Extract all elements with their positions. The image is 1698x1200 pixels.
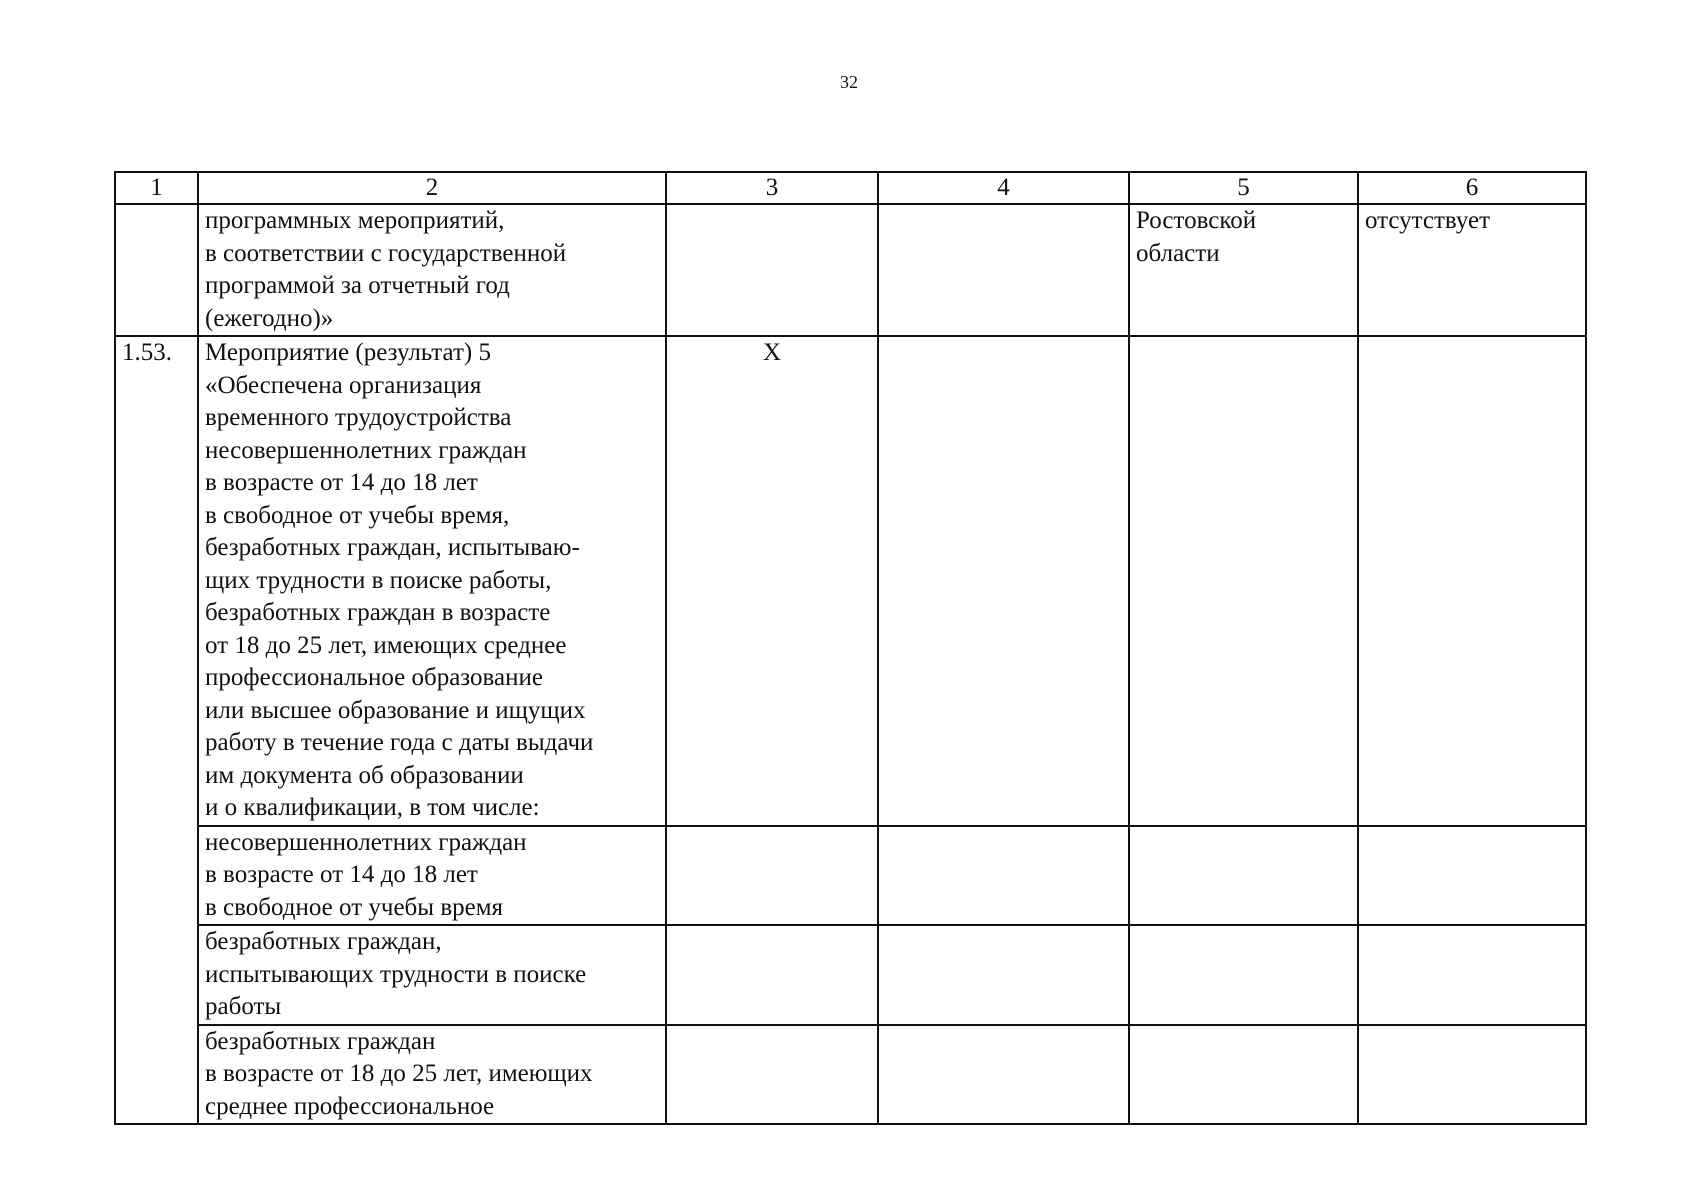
document-table	[114, 171, 1587, 1125]
col3-cell: X	[666, 336, 878, 826]
description-cell	[198, 1025, 666, 1125]
col5-cell	[1129, 1025, 1358, 1125]
col3-cell	[666, 826, 878, 926]
description-line: работы	[205, 993, 282, 1020]
description-line: профессиональное образование	[205, 664, 543, 691]
col4-cell	[878, 204, 1129, 336]
table-row	[115, 204, 1586, 336]
col4-cell	[878, 826, 1129, 926]
description-line: программных мероприятий,	[205, 207, 505, 234]
description-line: в свободное от учебы время,	[205, 501, 510, 529]
col5-cell	[1129, 925, 1358, 1025]
col5-line: области	[1136, 239, 1220, 267]
table-row	[115, 336, 1586, 826]
description-cell	[198, 204, 666, 336]
description-line: в свободное от учебы время	[205, 893, 504, 921]
table-header-row	[115, 172, 1586, 204]
header-cell-2: 2	[198, 172, 666, 204]
description-line: от 18 до 25 лет, имеющих среднее	[205, 631, 567, 659]
col6-cell	[1358, 336, 1586, 826]
col6-cell	[1358, 1025, 1586, 1125]
description-line: в возрасте от 14 до 18 лет	[205, 469, 478, 496]
col4-cell	[878, 1025, 1129, 1125]
header-cell-3: 3	[666, 172, 878, 204]
header-cell-6: 6	[1358, 172, 1586, 204]
col6-cell	[1358, 925, 1586, 1025]
description-line: в возрасте от 14 до 18 лет	[205, 861, 478, 888]
description-cell	[198, 336, 666, 826]
table-row	[115, 1025, 1586, 1125]
col5-cell	[1129, 204, 1358, 336]
col5-cell	[1129, 826, 1358, 926]
description-line: несовершеннолетних граждан	[205, 828, 527, 856]
description-line: безработных граждан,	[205, 928, 442, 955]
description-line: безработных граждан	[205, 1027, 436, 1055]
description-line: «Обеспечена организация	[205, 371, 482, 399]
col4-cell	[878, 925, 1129, 1025]
table-row	[115, 826, 1586, 926]
row-number-cell	[115, 204, 198, 336]
description-line: безработных граждан в возрасте	[205, 599, 551, 626]
description-line: среднее профессиональное	[205, 1092, 495, 1120]
description-line: щих трудности в поиске работы,	[205, 566, 552, 594]
col5-cell	[1129, 336, 1358, 826]
description-line: временного трудоустройства	[205, 404, 512, 431]
description-line: испытывающих трудности в поиске	[205, 960, 587, 988]
description-line: (ежегодно)»	[205, 304, 334, 332]
description-cell	[198, 826, 666, 926]
description-line: и о квалификации, в том числе:	[205, 794, 540, 821]
description-line: в возрасте от 18 до 25 лет, имеющих	[205, 1060, 593, 1087]
description-line: им документа об образовании	[205, 761, 524, 789]
col3-cell	[666, 1025, 878, 1125]
col5-line: Ростовской	[1136, 207, 1257, 234]
description-line: или высшее образование и ищущих	[205, 696, 586, 724]
description-line: в соответствии с государственной	[205, 239, 567, 267]
header-cell-4: 4	[878, 172, 1129, 204]
description-line: безработных граждан, испытываю-	[205, 534, 580, 561]
description-line: программой за отчетный год	[205, 272, 510, 299]
table-row	[115, 925, 1586, 1025]
header-cell-5: 5	[1129, 172, 1358, 204]
col3-cell	[666, 925, 878, 1025]
row-number-cell: 1.53.	[115, 336, 198, 1124]
description-line: Мероприятие (результат) 5	[205, 339, 491, 366]
description-cell	[198, 925, 666, 1025]
description-line: несовершеннолетних граждан	[205, 436, 527, 464]
col6-cell: отсутствует	[1358, 204, 1586, 336]
col3-cell	[666, 204, 878, 336]
description-line: работу в течение года с даты выдачи	[205, 729, 594, 756]
col6-cell	[1358, 826, 1586, 926]
page-number: 32	[840, 72, 858, 92]
header-cell-1: 1	[115, 172, 198, 204]
col4-cell	[878, 336, 1129, 826]
